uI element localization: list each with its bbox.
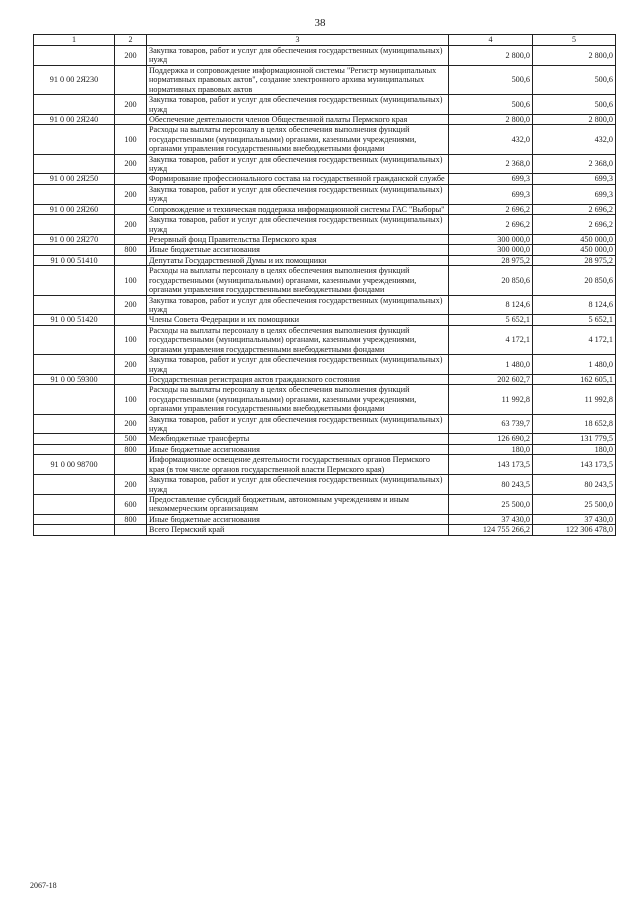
description-cell: Предоставление субсидий бюджетным, автономным учреждениям и иным некоммерческим организациям — [147, 494, 449, 514]
description-cell: Закупка товаров, работ и услуг для обеспечения государственных (муниципальных) нужд — [147, 414, 449, 434]
description-cell: Расходы на выплаты персоналу в целях обеспечения выполнения функций государственными (муниципальными) органами, казенными учреждениями, органами управления государственными внебюджетными фондами — [147, 125, 449, 154]
table-header-row — [34, 35, 616, 46]
amount-year1-cell: 699,3 — [449, 184, 533, 204]
amount-year2-cell: 2 800,0 — [533, 114, 616, 124]
amount-year1-cell: 180,0 — [449, 444, 533, 454]
expense-type-cell — [115, 525, 147, 535]
expense-type-cell: 100 — [115, 325, 147, 354]
table-row — [34, 46, 616, 66]
expense-code-cell — [34, 325, 115, 354]
amount-year2-cell: 28 975,2 — [533, 255, 616, 265]
expense-code-cell — [34, 46, 115, 66]
amount-year1-cell: 28 975,2 — [449, 255, 533, 265]
expense-code-cell: 91 0 00 2Я240 — [34, 114, 115, 124]
amount-year1-cell: 2 800,0 — [449, 46, 533, 66]
description-cell: Иные бюджетные ассигнования — [147, 514, 449, 524]
table-row — [34, 494, 616, 514]
column-header: 4 — [449, 35, 533, 46]
amount-year1-cell: 300 000,0 — [449, 235, 533, 245]
amount-year2-cell: 18 652,8 — [533, 414, 616, 434]
expense-code-cell: 91 0 00 2Я250 — [34, 174, 115, 184]
expense-code-cell — [34, 215, 115, 235]
description-cell: Информационное освещение деятельности государственных органов Пермского края (в том числе органов государственной власти Пермского края) — [147, 455, 449, 475]
expense-code-cell — [34, 385, 115, 414]
expense-type-cell: 500 — [115, 434, 147, 444]
amount-year2-cell: 450 000,0 — [533, 245, 616, 255]
description-cell: Закупка товаров, работ и услуг для обеспечения государственных (муниципальных) нужд — [147, 215, 449, 235]
table-row — [34, 184, 616, 204]
expense-code-cell — [34, 184, 115, 204]
amount-year2-cell: 180,0 — [533, 444, 616, 454]
expense-code-cell — [34, 154, 115, 174]
column-header: 2 — [115, 35, 147, 46]
table-row — [34, 255, 616, 265]
table-row — [34, 475, 616, 495]
description-cell: Закупка товаров, работ и услуг для обеспечения государственных (муниципальных) нужд — [147, 184, 449, 204]
description-cell: Резервный фонд Правительства Пермского края — [147, 235, 449, 245]
expense-code-cell: 91 0 00 59300 — [34, 374, 115, 384]
expense-type-cell: 800 — [115, 444, 147, 454]
table-row — [34, 385, 616, 414]
description-cell: Иные бюджетные ассигнования — [147, 444, 449, 454]
expense-type-cell — [115, 374, 147, 384]
description-cell: Обеспечение деятельности членов Общественной палаты Пермского края — [147, 114, 449, 124]
column-header: 3 — [147, 35, 449, 46]
table-row — [34, 325, 616, 354]
description-cell: Поддержка и сопровождение информационной системы "Регистр муниципальных нормативных правовых актов", создание электронного архива муниципальных нормативных правовых актов — [147, 65, 449, 94]
description-cell: Члены Совета Федерации и их помощники — [147, 315, 449, 325]
table-row — [34, 174, 616, 184]
amount-year1-cell: 4 172,1 — [449, 325, 533, 354]
expense-type-cell: 200 — [115, 46, 147, 66]
expense-type-cell: 200 — [115, 184, 147, 204]
column-header: 1 — [34, 35, 115, 46]
expense-code-cell — [34, 414, 115, 434]
table-row — [34, 525, 616, 535]
expense-type-cell — [115, 315, 147, 325]
expense-type-cell: 100 — [115, 125, 147, 154]
amount-year1-cell: 699,3 — [449, 174, 533, 184]
amount-year1-cell: 500,6 — [449, 95, 533, 115]
table-row — [34, 114, 616, 124]
expense-code-cell — [34, 525, 115, 535]
amount-year1-cell: 1 480,0 — [449, 355, 533, 375]
expense-code-cell — [34, 295, 115, 315]
description-cell: Расходы на выплаты персоналу в целях обеспечения выполнения функций государственными (муниципальными) органами, казенными учреждениями, органами управления государственными внебюджетными фондами — [147, 266, 449, 295]
expense-code-cell: 91 0 00 2Я270 — [34, 235, 115, 245]
table-row — [34, 266, 616, 295]
amount-year1-cell: 11 992,8 — [449, 385, 533, 414]
expense-type-cell: 800 — [115, 245, 147, 255]
amount-year1-cell: 25 500,0 — [449, 494, 533, 514]
expense-code-cell: 91 0 00 51420 — [34, 315, 115, 325]
expense-code-cell — [34, 494, 115, 514]
amount-year2-cell: 2 696,2 — [533, 204, 616, 214]
description-cell: Закупка товаров, работ и услуг для обеспечения государственных (муниципальных) нужд — [147, 95, 449, 115]
expense-code-cell — [34, 125, 115, 154]
table-row — [34, 95, 616, 115]
table-row — [34, 434, 616, 444]
table-row — [34, 235, 616, 245]
amount-year1-cell: 202 602,7 — [449, 374, 533, 384]
amount-year2-cell: 2 368,0 — [533, 154, 616, 174]
expense-code-cell — [34, 95, 115, 115]
amount-year1-cell: 300 000,0 — [449, 245, 533, 255]
amount-year2-cell: 162 605,1 — [533, 374, 616, 384]
amount-year2-cell: 20 850,6 — [533, 266, 616, 295]
expense-code-cell: 91 0 00 98700 — [34, 455, 115, 475]
document-code: 2067-18 — [30, 881, 57, 890]
description-cell: Всего Пермский край — [147, 525, 449, 535]
amount-year1-cell: 2 696,2 — [449, 204, 533, 214]
amount-year1-cell: 500,6 — [449, 65, 533, 94]
expense-type-cell: 800 — [115, 514, 147, 524]
description-cell: Расходы на выплаты персоналу в целях обеспечения выполнения функций государственными (муниципальными) органами, казенными учреждениями, органами управления государственными внебюджетными фондами — [147, 385, 449, 414]
amount-year2-cell: 699,3 — [533, 184, 616, 204]
amount-year2-cell: 80 243,5 — [533, 475, 616, 495]
expense-code-cell: 91 0 00 2Я260 — [34, 204, 115, 214]
column-header: 5 — [533, 35, 616, 46]
expense-code-cell — [34, 444, 115, 454]
expense-code-cell — [34, 514, 115, 524]
amount-year2-cell: 37 430,0 — [533, 514, 616, 524]
amount-year2-cell: 432,0 — [533, 125, 616, 154]
amount-year2-cell: 450 000,0 — [533, 235, 616, 245]
description-cell: Сопровождение и техническая поддержка информационной системы ГАС "Выборы" — [147, 204, 449, 214]
amount-year2-cell: 143 173,5 — [533, 455, 616, 475]
amount-year2-cell: 5 652,1 — [533, 315, 616, 325]
description-cell: Закупка товаров, работ и услуг для обеспечения государственных (муниципальных) нужд — [147, 46, 449, 66]
amount-year1-cell: 63 739,7 — [449, 414, 533, 434]
table-body — [34, 46, 616, 536]
table-row — [34, 414, 616, 434]
description-cell: Закупка товаров, работ и услуг для обеспечения государственных (муниципальных) нужд — [147, 295, 449, 315]
table-row — [34, 65, 616, 94]
description-cell: Депутаты Государственной Думы и их помощники — [147, 255, 449, 265]
expense-type-cell: 100 — [115, 385, 147, 414]
table-row — [34, 444, 616, 454]
table-row — [34, 455, 616, 475]
table-row — [34, 204, 616, 214]
table-row — [34, 154, 616, 174]
amount-year2-cell: 25 500,0 — [533, 494, 616, 514]
budget-table — [33, 34, 616, 536]
table-row — [34, 295, 616, 315]
description-cell: Межбюджетные трансферты — [147, 434, 449, 444]
expense-type-cell: 200 — [115, 475, 147, 495]
expense-type-cell: 200 — [115, 414, 147, 434]
description-cell: Закупка товаров, работ и услуг для обеспечения государственных (муниципальных) нужд — [147, 355, 449, 375]
expense-type-cell: 200 — [115, 154, 147, 174]
amount-year1-cell: 432,0 — [449, 125, 533, 154]
description-cell: Формирование профессионального состава на государственной гражданской службе — [147, 174, 449, 184]
amount-year1-cell: 20 850,6 — [449, 266, 533, 295]
table-row — [34, 245, 616, 255]
amount-year1-cell: 5 652,1 — [449, 315, 533, 325]
description-cell: Иные бюджетные ассигнования — [147, 245, 449, 255]
amount-year2-cell: 1 480,0 — [533, 355, 616, 375]
amount-year1-cell: 8 124,6 — [449, 295, 533, 315]
amount-year2-cell: 2 696,2 — [533, 215, 616, 235]
expense-type-cell: 100 — [115, 266, 147, 295]
table-row — [34, 514, 616, 524]
expense-type-cell: 200 — [115, 95, 147, 115]
expense-type-cell — [115, 455, 147, 475]
expense-type-cell: 200 — [115, 215, 147, 235]
expense-code-cell — [34, 434, 115, 444]
description-cell: Расходы на выплаты персоналу в целях обеспечения выполнения функций государственными (муниципальными) органами, казенными учреждениями, органами управления государственными внебюджетными фондами — [147, 325, 449, 354]
amount-year2-cell: 2 800,0 — [533, 46, 616, 66]
expense-type-cell — [115, 114, 147, 124]
table-row — [34, 315, 616, 325]
expense-type-cell: 600 — [115, 494, 147, 514]
expense-code-cell — [34, 355, 115, 375]
amount-year2-cell: 500,6 — [533, 65, 616, 94]
amount-year1-cell: 37 430,0 — [449, 514, 533, 524]
expense-type-cell: 200 — [115, 295, 147, 315]
amount-year2-cell: 4 172,1 — [533, 325, 616, 354]
table-row — [34, 125, 616, 154]
expense-code-cell: 91 0 00 2Я230 — [34, 65, 115, 94]
expense-code-cell — [34, 266, 115, 295]
amount-year2-cell: 8 124,6 — [533, 295, 616, 315]
amount-year1-cell: 80 243,5 — [449, 475, 533, 495]
table-row — [34, 215, 616, 235]
amount-year1-cell: 2 696,2 — [449, 215, 533, 235]
expense-type-cell — [115, 255, 147, 265]
expense-type-cell: 200 — [115, 355, 147, 375]
amount-year2-cell: 122 306 478,0 — [533, 525, 616, 535]
amount-year1-cell: 124 755 266,2 — [449, 525, 533, 535]
amount-year2-cell: 699,3 — [533, 174, 616, 184]
description-cell: Закупка товаров, работ и услуг для обеспечения государственных (муниципальных) нужд — [147, 475, 449, 495]
expense-code-cell: 91 0 00 51410 — [34, 255, 115, 265]
page-number: 38 — [314, 17, 326, 29]
expense-type-cell — [115, 174, 147, 184]
amount-year1-cell: 126 690,2 — [449, 434, 533, 444]
table-row — [34, 355, 616, 375]
amount-year1-cell: 143 173,5 — [449, 455, 533, 475]
expense-code-cell — [34, 245, 115, 255]
expense-type-cell — [115, 204, 147, 214]
description-cell: Государственная регистрация актов гражданского состояния — [147, 374, 449, 384]
expense-type-cell — [115, 235, 147, 245]
amount-year2-cell: 500,6 — [533, 95, 616, 115]
expense-type-cell — [115, 65, 147, 94]
amount-year2-cell: 11 992,8 — [533, 385, 616, 414]
description-cell: Закупка товаров, работ и услуг для обеспечения государственных (муниципальных) нужд — [147, 154, 449, 174]
amount-year2-cell: 131 779,5 — [533, 434, 616, 444]
expense-code-cell — [34, 475, 115, 495]
amount-year1-cell: 2 800,0 — [449, 114, 533, 124]
table-row — [34, 374, 616, 384]
amount-year1-cell: 2 368,0 — [449, 154, 533, 174]
